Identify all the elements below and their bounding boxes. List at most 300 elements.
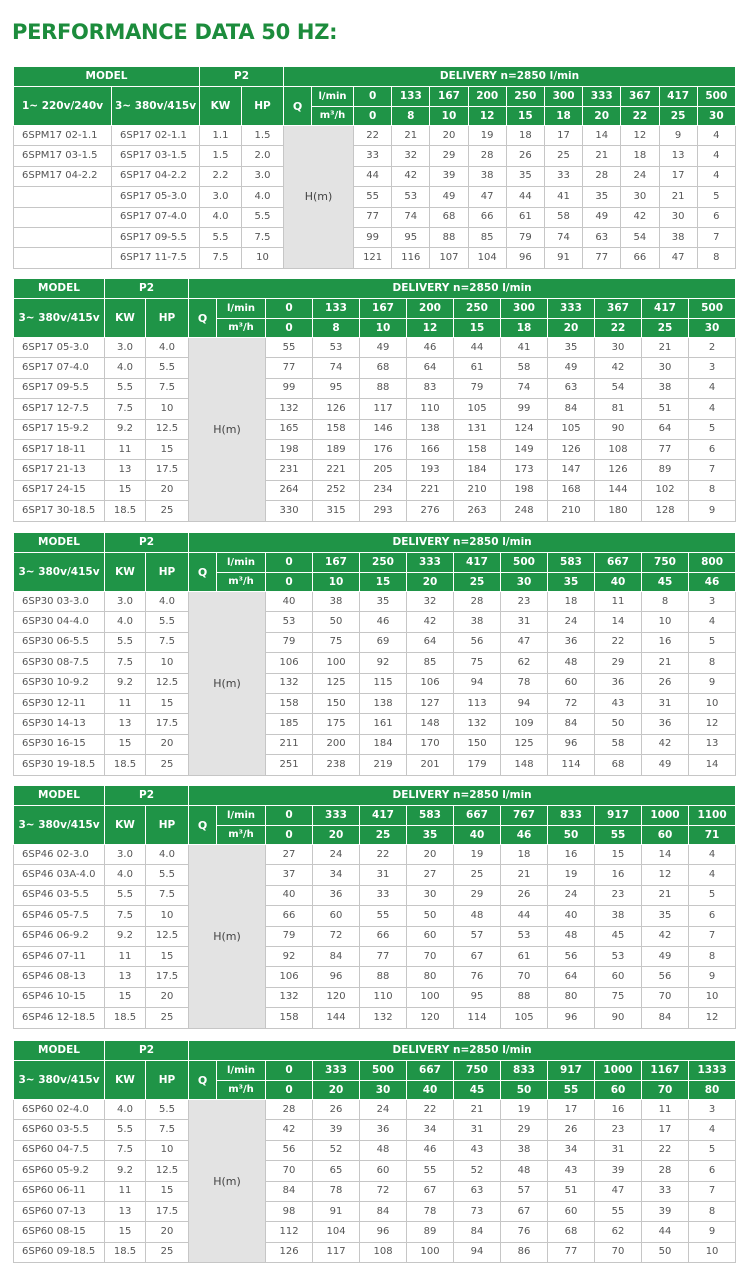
flow-lmin-value: 300 — [501, 299, 548, 319]
table-row — [14, 755, 736, 775]
head-value: 28 — [468, 146, 506, 166]
table-row — [14, 865, 736, 885]
lmin-unit: l/min — [217, 806, 266, 826]
head-value: 53 — [501, 926, 548, 946]
head-value: 61 — [501, 946, 548, 966]
flow-lmin-row — [14, 1061, 736, 1081]
model-name: 6SP46 08-13 — [14, 967, 105, 987]
head-value: 88 — [501, 987, 548, 1007]
hp-value: 10 — [146, 653, 189, 673]
head-value: 36 — [313, 885, 360, 905]
flow-m3h-value: 0 — [266, 826, 313, 845]
head-value: 110 — [407, 399, 454, 419]
kw-value: 13 — [105, 714, 146, 734]
head-value: 6 — [689, 906, 736, 926]
head-value: 48 — [501, 1161, 548, 1181]
head-value: 109 — [501, 714, 548, 734]
head-value: 89 — [407, 1222, 454, 1242]
three-phase-header: 3~ 380v/415v — [14, 299, 105, 338]
flow-lmin-value: 0 — [266, 1061, 313, 1081]
flow-m3h-value: 12 — [468, 107, 506, 126]
head-label: H(m) — [189, 338, 266, 522]
head-value: 45 — [595, 926, 642, 946]
head-value: 21 — [659, 187, 697, 207]
flow-lmin-value: 0 — [266, 806, 313, 826]
hp-value: 17.5 — [146, 714, 189, 734]
head-value: 99 — [266, 378, 313, 398]
head-value: 17 — [659, 166, 697, 186]
hp-value: 15 — [146, 1181, 189, 1201]
kw-value: 3.0 — [200, 187, 242, 207]
head-value: 221 — [313, 460, 360, 480]
head-value: 21 — [642, 653, 689, 673]
delivery-header: DELIVERY n=2850 l/min — [189, 279, 736, 299]
head-value: 57 — [501, 1181, 548, 1201]
flow-lmin-value: 333 — [407, 553, 454, 573]
table-row — [14, 358, 736, 378]
head-value: 90 — [595, 419, 642, 439]
head-value: 89 — [642, 460, 689, 480]
table-row — [14, 338, 736, 358]
single-phase-model: 6SPM17 02-1.1 — [14, 126, 112, 146]
head-value: 84 — [266, 1181, 313, 1201]
hp-value: 7.5 — [146, 632, 189, 652]
table-row — [14, 227, 736, 247]
kw-header: KW — [105, 553, 146, 592]
head-value: 56 — [454, 632, 501, 652]
flow-m3h-value: 70 — [642, 1081, 689, 1100]
head-value: 53 — [595, 946, 642, 966]
head-value: 12 — [689, 714, 736, 734]
model-name: 6SP30 10-9.2 — [14, 673, 105, 693]
head-value: 276 — [407, 501, 454, 521]
head-value: 49 — [548, 358, 595, 378]
flow-lmin-value: 500 — [697, 87, 735, 107]
head-value: 78 — [501, 673, 548, 693]
head-value: 126 — [595, 460, 642, 480]
head-value: 144 — [595, 480, 642, 500]
head-value: 170 — [407, 734, 454, 754]
head-value: 4 — [689, 845, 736, 865]
head-value: 158 — [266, 693, 313, 713]
head-value: 105 — [454, 399, 501, 419]
head-value: 95 — [392, 227, 430, 247]
head-value: 67 — [454, 946, 501, 966]
head-value: 64 — [548, 967, 595, 987]
flow-m3h-value: 40 — [407, 1081, 454, 1100]
head-value: 41 — [501, 338, 548, 358]
hp-value: 20 — [146, 480, 189, 500]
head-value: 38 — [313, 592, 360, 612]
head-label: H(m) — [189, 592, 266, 776]
flow-m3h-value: 10 — [360, 319, 407, 338]
head-value: 102 — [642, 480, 689, 500]
head-value: 46 — [407, 1140, 454, 1160]
table-row — [14, 967, 736, 987]
head-value: 44 — [506, 187, 544, 207]
flow-m3h-value: 0 — [354, 107, 392, 126]
head-value: 15 — [595, 845, 642, 865]
model-name: 6SP46 10-15 — [14, 987, 105, 1007]
head-value: 105 — [548, 419, 595, 439]
head-value: 47 — [501, 632, 548, 652]
flow-m3h-value: 55 — [595, 826, 642, 845]
head-value: 25 — [544, 146, 582, 166]
flow-m3h-value: 25 — [454, 573, 501, 592]
head-value: 17 — [642, 1120, 689, 1140]
kw-value: 7.5 — [105, 906, 146, 926]
head-label: H(m) — [189, 845, 266, 1029]
head-value: 106 — [266, 653, 313, 673]
head-value: 70 — [407, 946, 454, 966]
hp-value: 17.5 — [146, 460, 189, 480]
head-value: 26 — [548, 1120, 595, 1140]
head-value: 234 — [360, 480, 407, 500]
flow-m3h-value: 0 — [266, 573, 313, 592]
hp-header: HP — [146, 553, 189, 592]
model-name: 6SP30 19-18.5 — [14, 755, 105, 775]
table-row — [14, 1161, 736, 1181]
head-value: 52 — [454, 1161, 501, 1181]
q-header: Q — [189, 553, 217, 592]
head-value: 180 — [595, 501, 642, 521]
head-value: 189 — [313, 439, 360, 459]
head-value: 107 — [430, 248, 468, 268]
head-value: 9 — [689, 673, 736, 693]
head-value: 38 — [454, 612, 501, 632]
flow-lmin-value: 333 — [313, 806, 360, 826]
head-value: 56 — [642, 967, 689, 987]
model-name: 6SP17 07-4.0 — [14, 358, 105, 378]
head-value: 21 — [454, 1100, 501, 1120]
flow-m3h-value: 15 — [454, 319, 501, 338]
head-value: 33 — [354, 146, 392, 166]
head-value: 165 — [266, 419, 313, 439]
head-value: 74 — [313, 358, 360, 378]
model-name: 6SP17 18-11 — [14, 439, 105, 459]
head-value: 48 — [454, 906, 501, 926]
table-row — [14, 1008, 736, 1028]
flow-lmin-value: 133 — [392, 87, 430, 107]
head-value: 60 — [595, 967, 642, 987]
hp-value: 20 — [146, 987, 189, 1007]
head-value: 36 — [595, 673, 642, 693]
table-row — [14, 480, 736, 500]
table-row — [14, 419, 736, 439]
model-name: 6SP60 05-9.2 — [14, 1161, 105, 1181]
table-header-row — [14, 533, 736, 553]
head-value: 70 — [266, 1161, 313, 1181]
lmin-unit: l/min — [312, 87, 354, 107]
model-header: MODEL — [14, 279, 105, 299]
kw-value: 7.5 — [105, 399, 146, 419]
head-value: 28 — [454, 592, 501, 612]
head-value: 176 — [360, 439, 407, 459]
hp-value: 12.5 — [146, 926, 189, 946]
head-value: 58 — [544, 207, 582, 227]
head-value: 61 — [506, 207, 544, 227]
head-value: 83 — [407, 378, 454, 398]
head-value: 9 — [689, 501, 736, 521]
hp-value: 10 — [146, 399, 189, 419]
delivery-header: DELIVERY n=2850 l/min — [189, 786, 736, 806]
head-value: 30 — [642, 358, 689, 378]
head-value: 330 — [266, 501, 313, 521]
head-value: 72 — [313, 926, 360, 946]
model-name: 6SP17 11-7.5 — [112, 248, 200, 268]
model-name: 6SP17 30-18.5 — [14, 501, 105, 521]
hp-value: 7.5 — [146, 1120, 189, 1140]
head-value: 85 — [468, 227, 506, 247]
head-value: 48 — [360, 1140, 407, 1160]
table-row — [14, 926, 736, 946]
flow-m3h-value: 15 — [360, 573, 407, 592]
head-value: 86 — [501, 1242, 548, 1262]
flow-lmin-value: 917 — [595, 806, 642, 826]
head-value: 77 — [583, 248, 621, 268]
head-value: 4 — [689, 399, 736, 419]
model-name: 6SP17 07-4.0 — [112, 207, 200, 227]
model-name: 6SP30 08-7.5 — [14, 653, 105, 673]
head-value: 3 — [689, 1100, 736, 1120]
head-value: 5 — [689, 1140, 736, 1160]
head-value: 42 — [407, 612, 454, 632]
head-value: 36 — [548, 632, 595, 652]
flow-lmin-value: 167 — [360, 299, 407, 319]
head-value: 44 — [354, 166, 392, 186]
head-value: 5 — [689, 885, 736, 905]
head-value: 94 — [454, 673, 501, 693]
table-row — [14, 734, 736, 754]
flow-lmin-row — [14, 553, 736, 573]
head-value: 78 — [313, 1181, 360, 1201]
model-header: MODEL — [14, 533, 105, 553]
head-value: 100 — [313, 653, 360, 673]
head-value: 50 — [407, 906, 454, 926]
kw-value: 15 — [105, 480, 146, 500]
kw-value: 5.5 — [200, 227, 242, 247]
m3h-unit: m³/h — [217, 573, 266, 592]
m3h-unit: m³/h — [217, 319, 266, 338]
head-value: 184 — [360, 734, 407, 754]
head-value: 146 — [360, 419, 407, 439]
head-value: 7 — [689, 460, 736, 480]
head-value: 7 — [697, 227, 735, 247]
table-row — [14, 632, 736, 652]
head-value: 16 — [642, 632, 689, 652]
flow-lmin-value: 200 — [407, 299, 454, 319]
head-value: 70 — [501, 967, 548, 987]
kw-value: 2.2 — [200, 166, 242, 186]
flow-lmin-value: 367 — [595, 299, 642, 319]
flow-lmin-value: 333 — [548, 299, 595, 319]
head-value: 263 — [454, 501, 501, 521]
model-name: 6SP46 02-3.0 — [14, 845, 105, 865]
flow-lmin-row — [14, 299, 736, 319]
head-value: 26 — [506, 146, 544, 166]
head-value: 19 — [454, 845, 501, 865]
head-value: 248 — [501, 501, 548, 521]
head-value: 84 — [548, 399, 595, 419]
flow-m3h-value: 40 — [454, 826, 501, 845]
head-value: 50 — [595, 714, 642, 734]
head-value: 158 — [313, 419, 360, 439]
head-value: 117 — [360, 399, 407, 419]
head-value: 67 — [407, 1181, 454, 1201]
head-value: 175 — [313, 714, 360, 734]
flow-m3h-value: 12 — [407, 319, 454, 338]
head-value: 14 — [595, 612, 642, 632]
flow-m3h-value: 20 — [313, 1081, 360, 1100]
model-name: 6SP17 09-5.5 — [112, 227, 200, 247]
head-value: 124 — [501, 419, 548, 439]
head-value: 126 — [313, 399, 360, 419]
head-value: 68 — [430, 207, 468, 227]
head-value: 42 — [642, 734, 689, 754]
head-value: 17 — [548, 1100, 595, 1120]
head-value: 38 — [659, 227, 697, 247]
head-value: 30 — [595, 338, 642, 358]
head-value: 58 — [595, 734, 642, 754]
head-value: 28 — [583, 166, 621, 186]
head-value: 60 — [548, 1201, 595, 1221]
head-value: 65 — [313, 1161, 360, 1181]
model-name: 6SP17 05-3.0 — [112, 187, 200, 207]
model-name: 6SP60 04-7.5 — [14, 1140, 105, 1160]
head-value: 30 — [407, 885, 454, 905]
head-value: 78 — [407, 1201, 454, 1221]
q-header: Q — [284, 87, 312, 126]
head-value: 53 — [392, 187, 430, 207]
table-header-row — [14, 279, 736, 299]
head-value: 33 — [642, 1181, 689, 1201]
head-value: 49 — [583, 207, 621, 227]
flow-lmin-value: 200 — [468, 87, 506, 107]
flow-lmin-value: 417 — [360, 806, 407, 826]
head-value: 55 — [407, 1161, 454, 1181]
head-value: 4 — [689, 865, 736, 885]
head-value: 128 — [642, 501, 689, 521]
flow-m3h-value: 20 — [313, 826, 360, 845]
head-value: 29 — [454, 885, 501, 905]
flow-lmin-value: 0 — [266, 299, 313, 319]
flow-lmin-row — [14, 806, 736, 826]
head-value: 84 — [548, 714, 595, 734]
head-value: 99 — [501, 399, 548, 419]
head-value: 132 — [360, 1008, 407, 1028]
flow-lmin-value: 167 — [313, 553, 360, 573]
head-value: 158 — [266, 1008, 313, 1028]
head-value: 24 — [313, 845, 360, 865]
head-value: 72 — [548, 693, 595, 713]
flow-m3h-value: 45 — [642, 573, 689, 592]
head-value: 120 — [407, 1008, 454, 1028]
kw-value: 4.0 — [105, 358, 146, 378]
flow-lmin-value: 1333 — [689, 1061, 736, 1081]
hp-value: 12.5 — [146, 419, 189, 439]
head-value: 42 — [642, 926, 689, 946]
head-value: 100 — [407, 987, 454, 1007]
model-name: 6SP60 07-13 — [14, 1201, 105, 1221]
kw-value: 4.0 — [105, 1100, 146, 1120]
head-value: 35 — [548, 338, 595, 358]
hp-header: HP — [146, 1061, 189, 1100]
head-value: 72 — [360, 1181, 407, 1201]
hp-value: 2.0 — [242, 146, 284, 166]
single-phase-model: 6SPM17 04-2.2 — [14, 166, 112, 186]
head-value: 42 — [595, 358, 642, 378]
head-value: 12 — [689, 1008, 736, 1028]
head-value: 121 — [354, 248, 392, 268]
table-row — [14, 1120, 736, 1140]
flow-m3h-value: 25 — [360, 826, 407, 845]
head-value: 17 — [544, 126, 582, 146]
kw-value: 9.2 — [105, 926, 146, 946]
p2-header: P2 — [105, 786, 189, 806]
head-value: 84 — [642, 1008, 689, 1028]
flow-lmin-value: 333 — [313, 1061, 360, 1081]
head-value: 53 — [266, 612, 313, 632]
head-value: 35 — [583, 187, 621, 207]
kw-value: 7.5 — [200, 248, 242, 268]
head-value: 62 — [501, 653, 548, 673]
kw-value: 11 — [105, 1181, 146, 1201]
head-value: 31 — [595, 1140, 642, 1160]
hp-value: 5.5 — [146, 865, 189, 885]
head-value: 66 — [468, 207, 506, 227]
head-value: 44 — [501, 906, 548, 926]
head-value: 46 — [360, 612, 407, 632]
head-value: 132 — [454, 714, 501, 734]
head-value: 50 — [313, 612, 360, 632]
flow-lmin-value: 1000 — [642, 806, 689, 826]
head-value: 68 — [548, 1222, 595, 1242]
flow-m3h-value: 50 — [501, 1081, 548, 1100]
hp-value: 20 — [146, 734, 189, 754]
head-value: 8 — [689, 653, 736, 673]
flow-m3h-value: 20 — [407, 573, 454, 592]
head-value: 106 — [266, 967, 313, 987]
head-value: 33 — [360, 885, 407, 905]
head-value: 34 — [407, 1120, 454, 1140]
flow-lmin-value: 250 — [360, 553, 407, 573]
head-value: 13 — [659, 146, 697, 166]
kw-value: 18.5 — [105, 1008, 146, 1028]
q-header: Q — [189, 299, 217, 338]
flow-lmin-value: 500 — [689, 299, 736, 319]
head-value: 185 — [266, 714, 313, 734]
table-row — [14, 187, 736, 207]
p2-header: P2 — [200, 67, 284, 87]
head-value: 38 — [501, 1140, 548, 1160]
flow-m3h-value: 20 — [583, 107, 621, 126]
head-value: 54 — [621, 227, 659, 247]
head-value: 70 — [642, 987, 689, 1007]
head-value: 10 — [689, 987, 736, 1007]
head-value: 219 — [360, 755, 407, 775]
head-value: 31 — [501, 612, 548, 632]
head-value: 40 — [266, 885, 313, 905]
head-value: 64 — [642, 419, 689, 439]
head-value: 26 — [313, 1100, 360, 1120]
head-value: 9 — [659, 126, 697, 146]
head-value: 210 — [454, 480, 501, 500]
hp-value: 10 — [242, 248, 284, 268]
flow-m3h-value: 35 — [548, 573, 595, 592]
head-value: 100 — [407, 1242, 454, 1262]
head-value: 10 — [642, 612, 689, 632]
kw-value: 1.5 — [200, 146, 242, 166]
